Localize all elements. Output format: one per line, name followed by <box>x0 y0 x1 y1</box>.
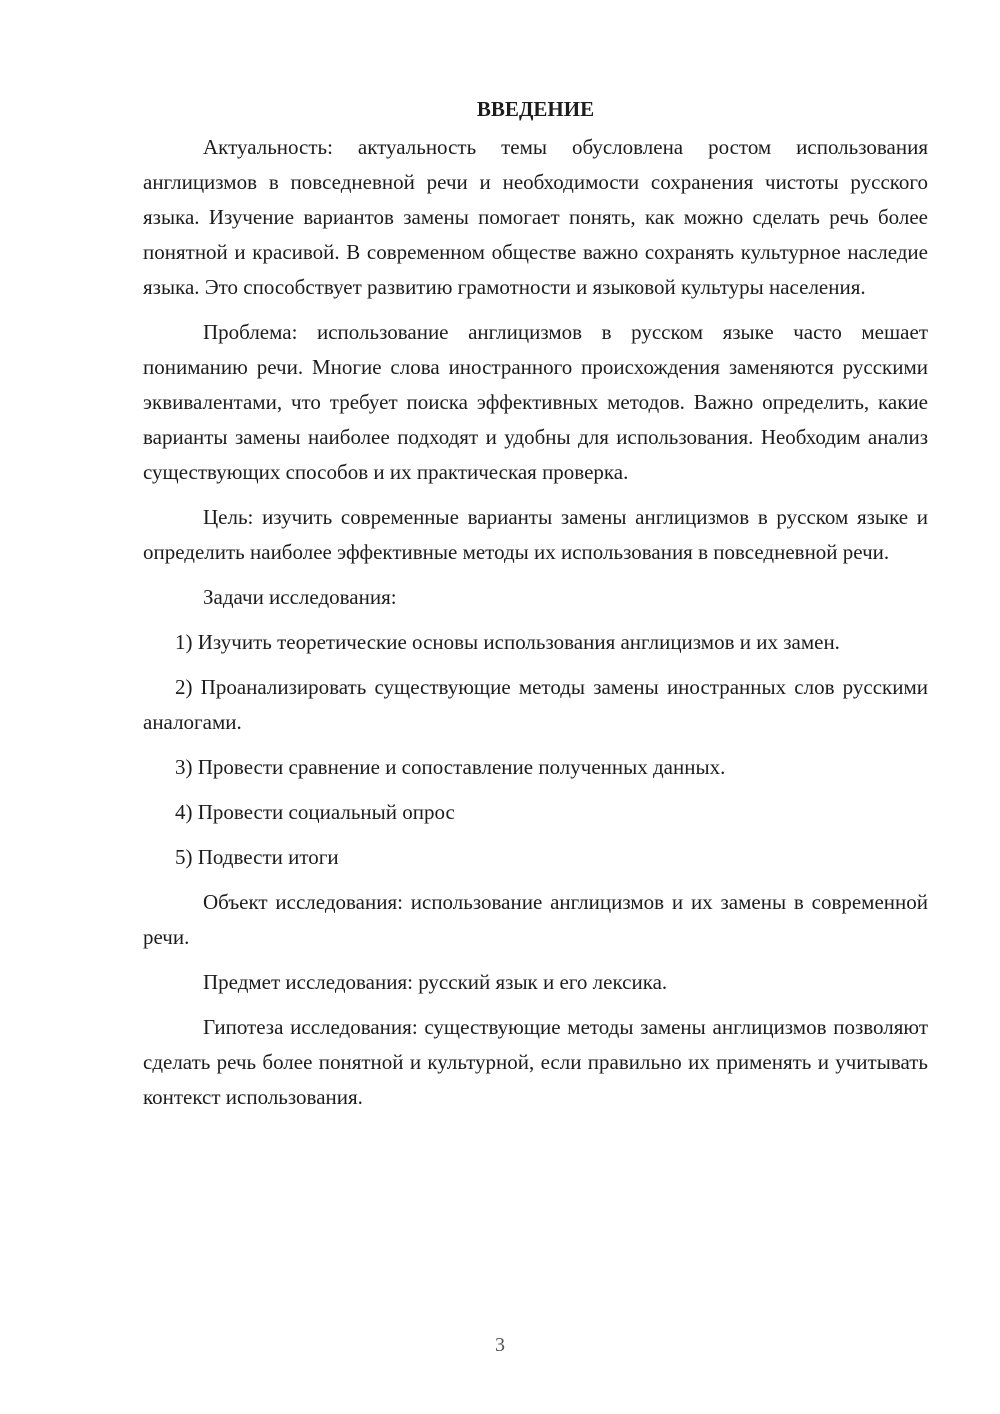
task-item-1: 1) Изучить теоретические основы использования англицизмов и их замен. <box>175 630 840 654</box>
section-title: ВВЕДЕНИЕ <box>476 97 595 121</box>
problem-paragraph: Проблема: использование англицизмов в русском языке часто мешает пониманию речи. Многие слова иностранного происхождения заменяются русскими эквивалентами, что требует поиска эффективных методов. Важно определить, какие варианты замены наиболее подходят и удобны для использования. Необходим анализ существующих способов и их практическая проверка. <box>143 320 928 484</box>
hypothesis-paragraph: Гипотеза исследования: существующие методы замены англицизмов позволяют сделать речь более понятной и культурной, если правильно их применять и учитывать контекст использования. <box>143 1015 928 1109</box>
goal-paragraph: Цель: изучить современные варианты замены англицизмов в русском языке и определить наиболее эффективные методы их использования в повседневной речи. <box>143 505 928 564</box>
task-item-2: 2) Проанализировать существующие методы замены иностранных слов русскими аналогами. <box>143 675 928 734</box>
document-page <box>143 92 928 1125</box>
task-item-5: 5) Подвести итоги <box>175 845 339 869</box>
object-paragraph: Объект исследования: использование англицизмов и их замены в современной речи. <box>143 890 928 949</box>
tasks-heading: Задачи исследования: <box>203 585 397 609</box>
task-item-3: 3) Провести сравнение и сопоставление полученных данных. <box>175 755 726 779</box>
page-number: 3 <box>495 1334 505 1356</box>
tasks-list <box>143 625 928 875</box>
task-item-4: 4) Провести социальный опрос <box>175 800 455 824</box>
subject-paragraph: Предмет исследования: русский язык и его лексика. <box>203 970 668 994</box>
relevance-paragraph: Актуальность: актуальность темы обусловлена ростом использования англицизмов в повседневной речи и необходимости сохранения чистоты русского языка. Изучение вариантов замены помогает понять, как можно сделать речь более понятной и красивой. В современном обществе важно сохранять культурное наследие языка. Это способствует развитию грамотности и языковой культуры населения. <box>143 135 928 299</box>
